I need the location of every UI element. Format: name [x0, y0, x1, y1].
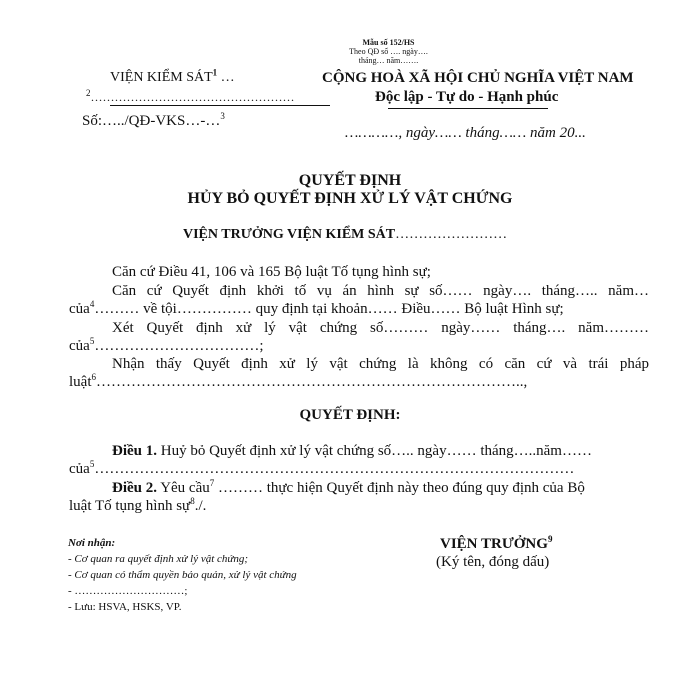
article-2-line1: [112, 480, 649, 497]
text: luật Tố tụng hình sự: [69, 498, 191, 514]
article-1-line2: [69, 461, 574, 478]
article-label: Điều 1.: [112, 443, 157, 459]
text: của: [69, 461, 90, 477]
footnote-ref: 9: [547, 534, 553, 544]
signature-title: [440, 536, 552, 553]
document-number: [82, 113, 225, 130]
recipient-item: - Cơ quan ra quyết định xử lý vật chứng;: [68, 553, 249, 565]
recipients-heading: Nơi nhận:: [68, 537, 116, 549]
paragraph-finding-line1: Nhận thấy Quyết định xử lý vật chứng là không có căn cứ và trái pháp: [112, 356, 649, 372]
text: ./.: [194, 498, 207, 514]
footnote-ref: 3: [220, 111, 225, 121]
text: của: [69, 338, 90, 354]
footnote-ref: 7: [209, 478, 215, 488]
issuer-line: [183, 227, 507, 243]
recipient-item: - Cơ quan có thẩm quyền bảo quản, xử lý vật chứng: [68, 569, 297, 581]
paragraph-consider-line2: [69, 338, 264, 355]
agency-label: VIỆN KIỂM SÁT: [110, 70, 213, 85]
paragraph-prosecution-line2: [69, 301, 564, 318]
footnote-ref: 1: [212, 67, 218, 78]
national-title: CỘNG HOÀ XÃ HỘI CHỦ NGHĨA VIỆT NAM: [322, 70, 634, 86]
text: Yêu cầu: [157, 480, 210, 496]
article-1-line1: [112, 443, 592, 460]
document-subtitle: HỦY BỎ QUYẾT ĐỊNH XỬ LÝ VẬT CHỨNG: [187, 190, 513, 207]
text: của: [69, 301, 90, 317]
paragraph-prosecution-line1: Căn cứ Quyết định khởi tố vụ án hình sự số…… ngày…. tháng….. năm…: [112, 283, 649, 299]
document-number-text: Số:…../QĐ-VKS…-…: [82, 113, 221, 129]
text: ……… thực hiện Quyết định này theo đúng quy định của Bộ: [214, 480, 585, 496]
recipients-block: [68, 535, 297, 615]
form-code-line: Theo QĐ số …. ngày….: [349, 47, 428, 56]
text: Huỷ bỏ Quyết định xử lý vật chứng số….. ngày…… tháng…..năm……: [157, 443, 592, 459]
document-title: QUYẾT ĐỊNH: [298, 172, 402, 189]
national-motto: Độc lập - Tự do - Hạnh phúc: [375, 89, 559, 105]
issuer-title: VIỆN TRƯỞNG VIỆN KIỂM SÁT: [183, 227, 396, 242]
text: luật: [69, 374, 92, 390]
text: ……………………………………………………………………………………: [94, 461, 575, 477]
recipient-item: - Lưu: HSVA, HSKS, VP.: [68, 601, 182, 613]
footnote-ref: 5: [89, 459, 95, 469]
text: …………………………………………………………………………..,: [96, 374, 528, 390]
paragraph-finding-line2: [69, 374, 527, 391]
footnote-ref: 6: [91, 372, 96, 382]
signature-note: (Ký tên, đóng dấu): [436, 554, 550, 570]
signature-title-text: VIỆN TRƯỞNG: [440, 536, 548, 552]
article-2-line2: [69, 498, 206, 515]
agency-placeholder: …: [217, 70, 235, 85]
agency-underline: [110, 105, 330, 106]
date-line: …………, ngày…… tháng…… năm 20...: [345, 125, 586, 141]
text: ……………………………;: [94, 338, 264, 354]
recipient-item: - …………………………;: [68, 585, 188, 597]
motto-underline: [388, 108, 548, 109]
agency-name: [110, 67, 235, 86]
text: ……… về tội…………… quy định tại khoản…… Điều…… Bộ luật Hình sự;: [94, 301, 564, 317]
footnote-ref: 5: [89, 336, 95, 346]
footnote-ref: 8: [190, 496, 195, 506]
agency-sub-line: [86, 90, 295, 105]
form-code: [336, 38, 441, 65]
paragraph-consider-line1: Xét Quyết định xử lý vật chứng số……… ngày…… tháng…. năm………: [112, 320, 649, 336]
paragraph-legal-basis: Căn cứ Điều 41, 106 và 165 Bộ luật Tố tụng hình sự;: [112, 264, 431, 280]
form-code-line: Mẫu số 152/HS: [362, 38, 415, 47]
footnote-ref: 2: [86, 88, 91, 98]
issuer-placeholder: ……………………: [395, 227, 508, 242]
decision-heading: QUYẾT ĐỊNH:: [299, 407, 401, 423]
footnote-ref: 4: [89, 299, 95, 309]
article-label: Điều 2.: [112, 480, 157, 496]
agency-sub-placeholder: ……………………………………………: [90, 90, 295, 104]
form-code-line: tháng… năm…….: [358, 56, 419, 65]
